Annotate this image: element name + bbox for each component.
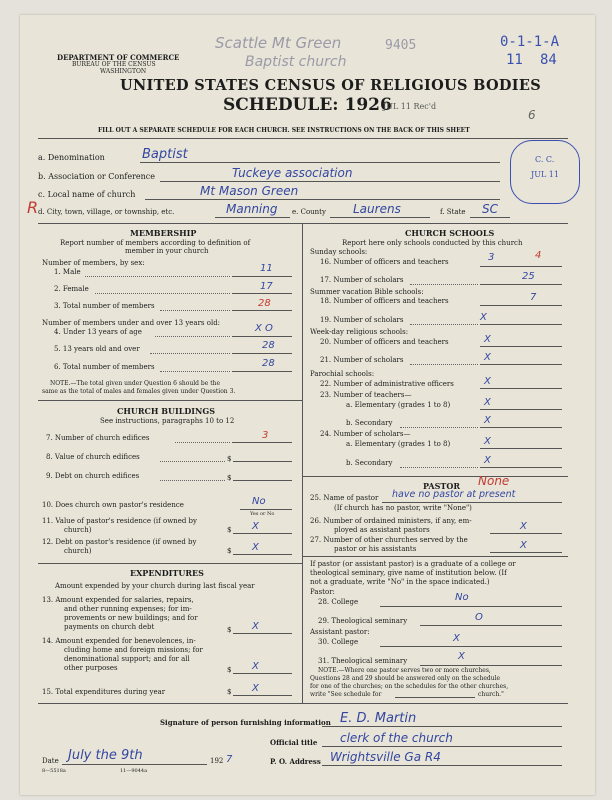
q25-field	[382, 502, 562, 503]
q25-note: (If church has no pastor, write "None")	[334, 504, 472, 512]
q28-value: No	[455, 592, 469, 603]
membership-heading: MEMBERSHIP	[130, 228, 197, 238]
q7-leader	[175, 442, 230, 443]
schools-heading: CHURCH SCHOOLS	[405, 228, 495, 238]
official-title-value: clerk of the church	[340, 731, 453, 745]
expenditures-heading: EXPENDITURES	[130, 568, 204, 578]
q23b-leader	[400, 427, 478, 428]
city-town-field	[215, 217, 290, 218]
q17-leader	[410, 284, 478, 285]
q19-label: 19. Number of scholars	[320, 316, 404, 324]
q8-label: 8. Value of church edifices	[46, 453, 140, 461]
q17-field	[480, 284, 562, 285]
q24a-field	[480, 448, 562, 449]
q16-field	[480, 266, 562, 267]
bureau-label: BUREAU OF THE CENSUS	[72, 61, 156, 68]
membership-intro-1: Report number of members according to definition of	[60, 239, 251, 247]
q7-value: 3	[262, 430, 269, 441]
q27-label-2: pastor or his assistants	[334, 545, 417, 553]
q8-field	[233, 461, 292, 462]
q2-label: 2. Female	[54, 285, 89, 293]
q11-label-2: church)	[64, 526, 92, 534]
q18-value: 7	[530, 292, 537, 303]
q10-field	[240, 509, 292, 510]
q6-value: 28	[262, 358, 275, 369]
local-name-field	[145, 199, 500, 200]
pastor-note-5: church."	[478, 691, 504, 698]
q25-value: have no pastor at present	[392, 489, 516, 500]
q14-field	[233, 673, 292, 674]
form-number: 9405	[385, 38, 417, 53]
column-divider	[302, 223, 303, 703]
q24b-label: b. Secondary	[346, 459, 393, 467]
q13-label-2: and other running expenses; for im-	[64, 605, 192, 613]
sunday-schools-label: Sunday schools:	[310, 248, 368, 256]
q24-label: 24. Number of scholars—	[320, 430, 411, 438]
q1-field	[232, 276, 292, 277]
q14-label-1: 14. Amount expended for benevolences, in-	[42, 637, 196, 645]
q10-label: 10. Does church own pastor's residence	[42, 501, 184, 509]
form-print-code: 8—5518a	[42, 768, 66, 774]
q23b-value: X	[484, 415, 491, 426]
q12-dollar: $	[227, 547, 232, 555]
form-code-number-2: 84	[540, 52, 557, 68]
rule-membership	[38, 400, 302, 401]
q14-label-2: cluding home and foreign missions; for	[64, 646, 203, 654]
signature-label: Signature of person furnishing information	[160, 718, 331, 727]
handwritten-church-type: Baptist church	[245, 54, 347, 70]
q1-value: 11	[260, 263, 273, 274]
expenditures-intro: Amount expended by your church during last fiscal year	[55, 582, 255, 590]
q16-corrected: 4	[535, 250, 542, 261]
official-title-field	[322, 746, 562, 747]
q6-label: 6. Total number of members	[54, 363, 155, 371]
pastor-note-3: for one of the churches; on the schedules for the other churches,	[310, 683, 509, 690]
q17-value: 25	[522, 271, 535, 282]
q13-field	[233, 633, 292, 634]
q23a-label: a. Elementary (grades 1 to 8)	[346, 401, 451, 409]
city-label: WASHINGTON	[100, 68, 147, 75]
year-label: 192	[210, 757, 224, 765]
q12-field	[233, 554, 292, 555]
q30-field	[380, 646, 562, 647]
instructions-banner: FILL OUT A SEPARATE SCHEDULE FOR EACH CHURCH. SEE INSTRUCTIONS ON THE BACK OF THIS SHEET	[98, 127, 470, 134]
q31-label: 31. Theological seminary	[318, 657, 408, 665]
association-value: Tuckeye association	[232, 166, 353, 180]
q24b-value: X	[484, 455, 491, 466]
q16-label: 16. Number of officers and teachers	[320, 258, 449, 266]
q24a-value: X	[484, 436, 491, 447]
q1-leader	[85, 276, 230, 277]
form-print-code-2: 11—9044a	[120, 768, 148, 774]
q21-leader	[410, 364, 478, 365]
q22-label: 22. Number of administrative officers	[320, 380, 454, 388]
schedule-title: SCHEDULE: 1926	[223, 95, 392, 115]
seal-date: JUL 11	[531, 170, 559, 179]
red-r-mark: R	[27, 198, 39, 217]
county-label: e. County	[292, 208, 326, 216]
q2-leader	[95, 293, 230, 294]
denomination-label: a. Denomination	[38, 153, 105, 162]
q9-field	[233, 480, 292, 481]
q24b-field	[480, 467, 562, 468]
q13-label-4: payments on church debt	[64, 623, 155, 631]
q2-field	[232, 293, 292, 294]
received-stamp: JUL 11 Rec'd	[383, 102, 437, 111]
pastor-note-field	[395, 697, 475, 698]
q6-field	[232, 371, 292, 372]
q2-value: 17	[260, 281, 273, 292]
q20-label: 20. Number of officers and teachers	[320, 338, 449, 346]
q19-field	[480, 324, 562, 325]
q5-leader	[150, 353, 230, 354]
assistant-pastor-subheading: Assistant pastor:	[310, 628, 370, 636]
parochial-schools-label: Parochial schools:	[310, 370, 375, 378]
q7-label: 7. Number of church edifices	[46, 434, 150, 442]
po-address-label: P. O. Address	[270, 757, 321, 766]
schools-intro: Report here only schools conducted by this church	[342, 239, 523, 247]
q9-dollar: $	[227, 474, 232, 482]
q8-dollar: $	[227, 455, 232, 463]
q29-field	[420, 625, 562, 626]
q10-value: No	[252, 496, 266, 507]
graduate-instructions-3: not a graduate, write "No" in the space indicated.)	[310, 578, 490, 586]
association-field	[160, 181, 500, 182]
q15-dollar: $	[227, 688, 232, 696]
q16-value: 3	[488, 252, 495, 263]
state-label: f. State	[440, 208, 466, 216]
q24a-label: a. Elementary (grades 1 to 8)	[346, 440, 451, 448]
q15-label: 15. Total expenditures during year	[42, 688, 166, 696]
q3-leader	[160, 310, 230, 311]
q3-label: 3. Total number of members	[54, 302, 155, 310]
q1-label: 1. Male	[54, 268, 81, 276]
pastor-note-4: write "See schedule for	[310, 691, 382, 698]
pastor-note-2: Questions 28 and 29 should be answered only on the schedule	[310, 675, 501, 682]
denomination-value: Baptist	[142, 147, 188, 162]
po-address-field	[322, 765, 562, 766]
q28-label: 28. College	[318, 598, 359, 606]
q6-leader	[160, 371, 230, 372]
q11-value: X	[252, 521, 259, 532]
local-name-value: Mt Mason Green	[200, 184, 299, 198]
county-value: Laurens	[353, 202, 401, 216]
q23b-label: b. Secondary	[346, 419, 393, 427]
q30-value: X	[453, 633, 460, 644]
q24b-leader	[400, 467, 478, 468]
q8-leader	[160, 461, 225, 462]
q19-leader	[410, 324, 478, 325]
q23b-field	[480, 427, 562, 428]
q12-label-2: church)	[64, 547, 92, 555]
department-label: DEPARTMENT OF COMMERCE	[57, 53, 180, 62]
q9-label: 9. Debt on church edifices	[46, 472, 140, 480]
age-intro: Number of members under and over 13 years old:	[42, 319, 221, 327]
yes-no-hint: Yes or No	[250, 511, 275, 517]
q22-field	[480, 388, 562, 389]
q31-field	[420, 665, 562, 666]
q13-value: X	[252, 621, 259, 632]
rule-bottom	[38, 703, 568, 704]
q20-value: X	[484, 334, 491, 345]
membership-intro-2: member in your church	[125, 247, 209, 255]
q4-label: 4. Under 13 years of age	[54, 328, 142, 336]
signature-value: E. D. Martin	[340, 711, 417, 726]
q4-field	[232, 336, 292, 337]
form-code-number: 11	[506, 52, 523, 68]
handwritten-church-name: Scattle Mt Green	[215, 34, 342, 52]
q15-field	[233, 695, 292, 696]
form-code: 0-1-1-A	[500, 34, 560, 50]
q12-label-1: 12. Debt on pastor's residence (if owned by	[42, 538, 197, 546]
q14-dollar: $	[227, 666, 232, 674]
signature-field	[322, 726, 562, 727]
q12-value: X	[252, 542, 259, 553]
q29-value: O	[475, 612, 483, 623]
q13-label-3: provements or new buildings; and for	[64, 614, 198, 622]
date-field	[62, 764, 207, 765]
q13-dollar: $	[227, 626, 232, 634]
q14-label-3: denominational support; and for all	[64, 655, 190, 663]
q18-field	[480, 305, 562, 306]
rule-buildings	[38, 563, 302, 564]
census-title: UNITED STATES CENSUS OF RELIGIOUS BODIES	[120, 77, 541, 94]
q26-field	[490, 533, 562, 534]
pastor-subheading: Pastor:	[310, 588, 335, 596]
rule-under-title	[38, 138, 568, 139]
date-value: July the 9th	[68, 748, 143, 763]
graduate-instructions-2: theological seminary, give name of institution below. (If	[310, 569, 507, 577]
q30-label: 30. College	[318, 638, 359, 646]
date-label: Date	[42, 757, 59, 765]
q27-field	[490, 552, 562, 553]
rule-pastor	[302, 556, 568, 557]
q13-label-1: 13. Amount expended for salaries, repairs,	[42, 596, 194, 604]
q26-label-2: ployed as assistant pastors	[334, 526, 430, 534]
seal-text: C. C.	[535, 155, 555, 164]
po-address-value: Wrightsville Ga R4	[330, 750, 441, 764]
q11-field	[233, 533, 292, 534]
weekday-schools-label: Week-day religious schools:	[310, 328, 409, 336]
q23a-field	[480, 409, 562, 410]
q15-value: X	[252, 683, 259, 694]
pastor-heading: PASTOR	[423, 481, 460, 491]
q5-label: 5. 13 years old and over	[54, 345, 140, 353]
q3-value: 28	[258, 298, 271, 309]
q23a-value: X	[484, 397, 491, 408]
q4-value: X O	[255, 323, 273, 334]
q4-leader	[155, 336, 230, 337]
association-label: b. Association or Conference	[38, 172, 155, 181]
vacation-schools-label: Summer vacation Bible schools:	[310, 288, 424, 296]
q31-value: X	[458, 651, 465, 662]
graduate-instructions-1: If pastor (or assistant pastor) is a graduate of a college or	[310, 560, 516, 568]
q11-label-1: 11. Value of pastor's residence (if owned by	[42, 517, 197, 525]
city-town-value: Manning	[226, 202, 278, 216]
q25-label: 25. Name of pastor	[310, 494, 379, 502]
rule-under-ident	[38, 223, 568, 224]
q20-field	[480, 346, 562, 347]
q21-field	[480, 364, 562, 365]
q3-field	[232, 310, 292, 311]
buildings-intro: See instructions, paragraphs 10 to 12	[100, 417, 235, 425]
county-field	[330, 217, 430, 218]
denomination-field	[140, 162, 500, 163]
q11-dollar: $	[227, 526, 232, 534]
q21-value: X	[484, 352, 491, 363]
q21-label: 21. Number of scholars	[320, 356, 404, 364]
q27-value: X	[520, 540, 527, 551]
official-title-label: Official title	[270, 738, 318, 747]
q22-value: X	[484, 376, 491, 387]
q5-field	[232, 353, 292, 354]
q29-label: 29. Theological seminary	[318, 617, 408, 625]
q7-field	[232, 442, 292, 443]
state-value: SC	[482, 202, 498, 216]
q14-label-4: other purposes	[64, 664, 118, 672]
rule-schools	[302, 476, 568, 477]
membership-note-2: same as the total of males and females given under Question 3.	[42, 388, 236, 395]
buildings-heading: CHURCH BUILDINGS	[117, 406, 215, 416]
q19-value: X	[480, 312, 487, 323]
city-town-label: d. City, town, village, or township, etc.	[38, 208, 175, 216]
q28-field	[380, 606, 562, 607]
handwritten-six: 6	[528, 108, 536, 122]
local-name-label: c. Local name of church	[38, 190, 136, 199]
members-by-sex-label: Number of members, by sex:	[42, 259, 145, 267]
q17-label: 17. Number of scholars	[320, 276, 404, 284]
q9-leader	[160, 480, 225, 481]
q23-label: 23. Number of teachers—	[320, 391, 412, 399]
q18-label: 18. Number of officers and teachers	[320, 297, 449, 305]
q26-label-1: 26. Number of ordained ministers, if any, em-	[310, 517, 472, 525]
q5-value: 28	[262, 340, 275, 351]
state-field	[470, 217, 510, 218]
q27-label-1: 27. Number of other churches served by the	[310, 536, 468, 544]
q14-value: X	[252, 661, 259, 672]
q25-none: None	[478, 474, 510, 488]
year-digit: 7	[226, 754, 233, 765]
membership-note-1: NOTE.—The total given under Question 6 should be the	[50, 380, 221, 387]
q26-value: X	[520, 521, 527, 532]
pastor-note-1: NOTE.—Where one pastor serves two or more churches,	[318, 667, 491, 674]
